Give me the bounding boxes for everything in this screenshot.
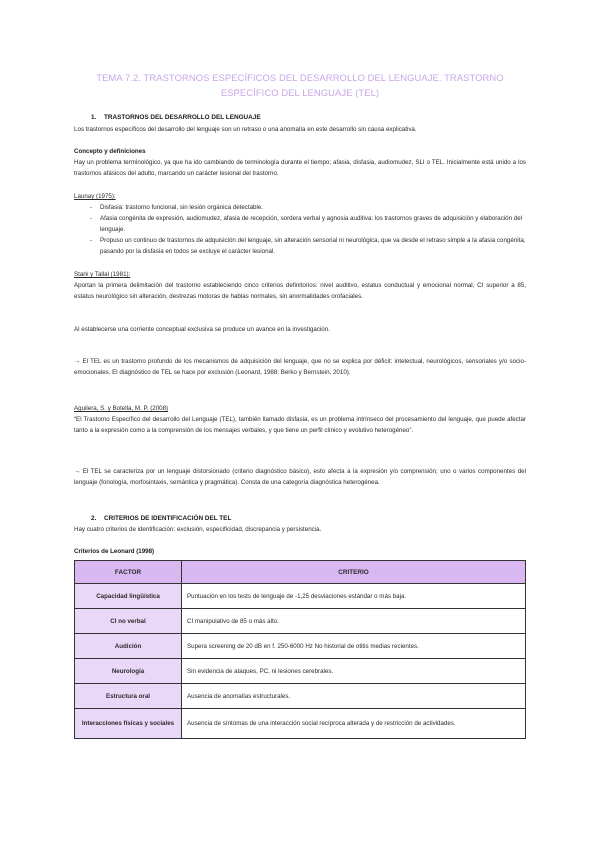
list-item: - Afasia congénita de expresión, audiomudez, afasia de recepción, sordera verbal y agnosia auditiva: los trastornos graves de adquisición y elaboración del lenguaje. [74,213,526,235]
title-line-2: ESPECÍFICO DEL LENGUAJE (TEL) [220,87,380,98]
document-title [74,70,526,100]
criterio-cell: Ausencia de anomalías estructurales. [182,684,526,709]
factor-cell: Neurología [75,659,182,684]
aguilera-reference: Aguilera, S. y Botella, M. P. (2008) [74,405,169,412]
table-row [75,634,526,659]
tel-characteristics-paragraph: → El TEL se caracteriza por un lenguaje distorsionado (criterio diagnóstico básico), esto afecta a la expresión y/o comprensión; uno o varios componentes del lenguaje (fonología, morfosintaxis, semántica y pragmática). Consta de una categoría diagnóstica heterogénea. [74,468,526,487]
factor-cell: CI no verbal [75,609,182,634]
tel-definition-paragraph: → El TEL es un trastorno profundo de los mecanismos de adquisición del lenguaje, que no se explica por déficit: intelectual, neurológicos, sensoriales y/o socio-emocionales. El diagnóstico de TEL se hace por exclusión (Leonard, 1988; Berko y Bernstein, 2010). [74,358,526,377]
column-header-factor: FACTOR [75,561,182,584]
table-row [75,609,526,634]
section-2-intro: Hay cuatro criterios de identificación: exclusión, especificidad, discrepancia y persistencia. [74,526,322,533]
launay-reference: Launay (1975): [74,193,116,200]
table-row [75,584,526,609]
stark-reference: Stark y Tallal (1981): [74,271,131,278]
table-row [75,684,526,709]
criterio-cell: Ausencia de síntomas de una interacción social recíproca alterada y de restricción de actividades. [182,709,526,739]
factor-cell: Audición [75,634,182,659]
section-1-intro: Los trastornos específicos del desarrollo del lenguaje son un retraso o una anomalía en este desarrollo sin causa explicativa. [74,126,417,133]
factor-cell: Interacciones físicas y sociales [75,709,182,739]
launay-list [74,202,526,257]
corriente-paragraph: Al establecerse una corriente conceptual exclusiva se produce un avance en la investigación. [74,326,330,333]
criterio-cell: Supera screening de 20 dB en f. 250-6000 Hz No historial de otitis medias recientes. [182,634,526,659]
stark-paragraph: Aportan la primera delimitación del trastorno estableciendo cinco criterios definitorios: nivel auditivo, estatus conductual y emocional normal, CI superior a 85, estatus neurológico sin alteración, destrezas motoras de hablas normales, sin anormalidades orofaciales. [74,282,526,301]
section-1-title: TRASTORNOS DEL DESARROLLO DEL LENGUAJE [104,114,261,121]
table-row [75,709,526,739]
section-2-title: CRITERIOS DE IDENTIFICACIÓN DEL TEL [104,515,232,522]
section-2-heading [74,515,231,522]
column-header-criterio: CRITERIO [182,561,526,584]
list-item: - Disfasia: trastorno funcional, sin lesión orgánica detectable. [74,202,526,213]
section-1-number: 1. [91,114,97,121]
section-1-heading [74,114,261,121]
table-row [75,659,526,684]
table-header-row [75,561,526,584]
factor-cell: Capacidad lingüística [75,584,182,609]
aguilera-quote: “El Trastorno Específico del desarrollo del Lenguaje (TEL), también llamado disfasia, es un problema intrínseco del procesamiento del lenguaje, que puede afectar tanto a la expresión como a la comprensión de los mensajes verbales, y que tiene un perfil clínico y evolutivo heterogéneo”. [74,416,526,435]
criterio-cell: Puntuación en los tests de lenguaje de -1,25 desviaciones estándar o más baja. [182,584,526,609]
list-item: - Propuso un continuo de trastornos de adquisición del lenguaje, sin alteración sensorial ni neurológica, que va desde el retraso simple a la afasia congénita, pasando por la disfasia en todos se excluye el carácter lesional. [74,235,526,257]
title-line-1: TEMA 7.2. TRASTORNOS ESPECÍFICOS DEL DESARROLLO DEL LENGUAJE. TRASTORNO [96,72,504,83]
table-caption: Criterios de Leonard (1998) [74,548,155,555]
concepto-paragraph: Hay un problema terminológico, ya que ha ido cambiando de terminología durante el tiempo; afasia, disfasia, audiomudez, SLI o TEL. Inicialmente está unido a los trastornos afásicos del adulto, marcando un carácter lesional del trastorno. [74,159,526,178]
section-2-number: 2. [91,515,97,522]
criterio-cell: CI manipulativo de 85 o más alto. [182,609,526,634]
factor-cell: Estructura oral [75,684,182,709]
criterio-cell: Sin evidencia de ataques, PC, ni lesiones cerebrales. [182,659,526,684]
leonard-criteria-table [74,560,526,739]
concepto-heading: Concepto y definiciones [74,148,146,155]
